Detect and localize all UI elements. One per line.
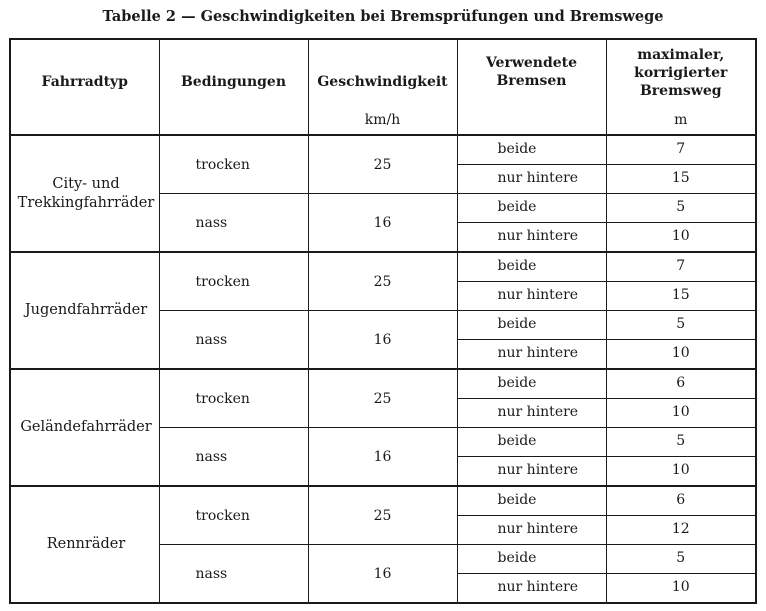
cell-bedingung: trocken: [159, 369, 308, 428]
header-bedingungen-label: Bedingungen: [180, 74, 287, 90]
cell-bremsen: beide: [457, 428, 606, 457]
header-bremsweg-unit: m: [674, 112, 688, 128]
cell-bremsweg: 10: [606, 223, 756, 253]
cell-bremsen: nur hintere: [457, 223, 606, 253]
cell-bremsweg: 10: [606, 574, 756, 604]
cell-geschwindigkeit: 25: [308, 486, 457, 545]
cell-fahrradtyp: [10, 135, 159, 252]
cell-bremsweg: 7: [606, 135, 756, 165]
cell-bremsen: nur hintere: [457, 574, 606, 604]
fahrradtyp-label: Rennräder: [46, 536, 126, 552]
cell-bremsen: beide: [457, 135, 606, 165]
header-bremsweg-line2: korrigierter: [634, 65, 728, 81]
table-row: [10, 369, 756, 399]
cell-bremsen: beide: [457, 545, 606, 574]
cell-bremsen: nur hintere: [457, 457, 606, 487]
cell-geschwindigkeit: 25: [308, 369, 457, 428]
fahrradtyp-label: Jugendfahrräder: [24, 302, 148, 318]
cell-bedingung: nass: [159, 428, 308, 487]
cell-fahrradtyp: [10, 486, 159, 603]
fahrradtyp-label: Geländefahrräder: [20, 419, 152, 435]
cell-bremsen: beide: [457, 194, 606, 223]
cell-bremsen: nur hintere: [457, 399, 606, 428]
braking-table: [9, 38, 757, 604]
cell-bremsen: nur hintere: [457, 165, 606, 194]
cell-bedingung: nass: [159, 545, 308, 604]
cell-bremsen: beide: [457, 369, 606, 399]
table-body: [10, 135, 756, 603]
cell-geschwindigkeit: 16: [308, 311, 457, 370]
cell-fahrradtyp: [10, 369, 159, 486]
cell-bedingung: trocken: [159, 252, 308, 311]
cell-bremsweg: 15: [606, 282, 756, 311]
cell-bremsen: beide: [457, 486, 606, 516]
cell-bremsen: beide: [457, 311, 606, 340]
cell-geschwindigkeit: 16: [308, 545, 457, 604]
cell-bremsen: nur hintere: [457, 340, 606, 370]
cell-geschwindigkeit: 16: [308, 428, 457, 487]
cell-bremsweg: 5: [606, 545, 756, 574]
header-bremsen-line1: Verwendete: [485, 55, 578, 71]
cell-bremsweg: 10: [606, 399, 756, 428]
cell-bremsweg: 6: [606, 486, 756, 516]
header-bremsweg-line3: Bremsweg: [639, 83, 722, 99]
cell-bremsen: beide: [457, 252, 606, 282]
table-row: [10, 486, 756, 516]
header-geschwindigkeit-unit: km/h: [364, 112, 401, 128]
fahrradtyp-label: City- und Trekkingfahrräder: [17, 175, 155, 211]
header-geschwindigkeit: [308, 39, 457, 135]
header-bedingungen: [159, 39, 308, 135]
header-bremsweg: [606, 39, 756, 135]
cell-bremsweg: 5: [606, 194, 756, 223]
header-bremsen-line2: Bremsen: [496, 73, 567, 89]
table-row: [10, 252, 756, 282]
header-geschwindigkeit-label: Geschwindigkeit: [317, 74, 448, 90]
cell-bremsen: nur hintere: [457, 516, 606, 545]
cell-bremsweg: 5: [606, 311, 756, 340]
cell-fahrradtyp: [10, 252, 159, 369]
table-title: Tabelle 2 — Geschwindigkeiten bei Bremsprüfungen und Bremswege: [102, 8, 664, 25]
cell-bremsweg: 12: [606, 516, 756, 545]
cell-bedingung: nass: [159, 194, 308, 253]
table-row: [10, 135, 756, 165]
cell-bedingung: nass: [159, 311, 308, 370]
cell-bremsweg: 15: [606, 165, 756, 194]
cell-geschwindigkeit: 25: [308, 135, 457, 194]
header-row: [10, 39, 756, 135]
header-fahrradtyp: [10, 39, 159, 135]
cell-bremsweg: 10: [606, 457, 756, 487]
cell-bremsweg: 6: [606, 369, 756, 399]
cell-bedingung: trocken: [159, 486, 308, 545]
cell-bedingung: trocken: [159, 135, 308, 194]
cell-bremsweg: 5: [606, 428, 756, 457]
cell-geschwindigkeit: 16: [308, 194, 457, 253]
header-fahrradtyp-label: Fahrradtyp: [41, 74, 128, 90]
cell-geschwindigkeit: 25: [308, 252, 457, 311]
header-bremsweg-line1: maximaler,: [637, 47, 725, 63]
header-bremsen: [457, 39, 606, 135]
cell-bremsweg: 7: [606, 252, 756, 282]
cell-bremsweg: 10: [606, 340, 756, 370]
cell-bremsen: nur hintere: [457, 282, 606, 311]
